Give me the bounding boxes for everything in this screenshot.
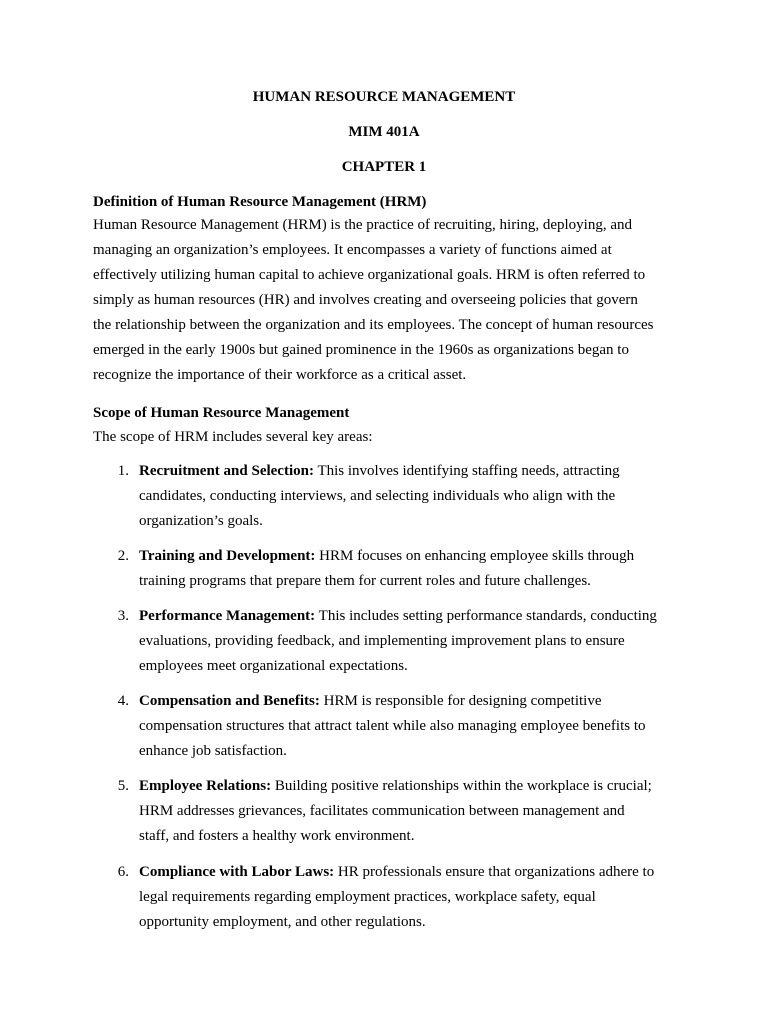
list-item-line	[139, 544, 689, 569]
list-item-term: Compliance with Labor Laws:	[139, 864, 335, 880]
list-item-body	[139, 459, 689, 534]
list-item-term: Performance Management:	[139, 608, 316, 624]
list-item-line	[139, 774, 689, 799]
list-number: 2.	[117, 548, 129, 564]
list-number: 1.	[117, 463, 129, 479]
list-item-line: compensation structures that attract talent while also managing employee benefits to	[139, 718, 646, 734]
list-number: 3.	[117, 608, 129, 624]
list-item-line: evaluations, providing feedback, and implementing improvement plans to ensure	[139, 633, 625, 649]
paragraph-line: simply as human resources (HR) and involves creating and overseeing policies that govern	[93, 292, 638, 308]
scope-heading: Scope of Human Resource Management	[93, 405, 350, 421]
list-item-term: Compensation and Benefits:	[139, 693, 320, 709]
chapter-label: CHAPTER 1	[341, 159, 427, 175]
paragraph-line: recognize the importance of their workforce as a critical asset.	[93, 367, 467, 383]
list-item-text: This involves identifying staffing needs, attracting	[313, 463, 620, 479]
paragraph-line: The scope of HRM includes several key areas:	[93, 429, 373, 445]
list-number: 6.	[117, 864, 129, 880]
list-item-text: HRM focuses on enhancing employee skills through	[315, 548, 635, 564]
list-item-line: organization’s goals.	[139, 513, 263, 529]
paragraph-line: managing an organization’s employees. It encompasses a variety of functions aimed at	[93, 242, 612, 258]
list-item-body	[139, 689, 689, 764]
definition-paragraph	[93, 213, 693, 388]
paragraph-line: emerged in the early 1900s but gained prominence in the 1960s as organizations began to	[93, 342, 629, 358]
list-item-line	[139, 689, 689, 714]
list-item-text: Building positive relationships within the workplace is crucial;	[271, 778, 652, 794]
list-item-body	[139, 604, 689, 679]
list-item-term: Training and Development:	[139, 548, 316, 564]
list-item-line: opportunity employment, and other regulations.	[139, 914, 426, 930]
list-item-body	[139, 544, 689, 594]
document-title: HUMAN RESOURCE MANAGEMENT	[252, 89, 516, 105]
scope-intro-paragraph	[93, 425, 693, 450]
list-item-line	[139, 604, 689, 629]
list-item-line: candidates, conducting interviews, and selecting individuals who align with the	[139, 488, 616, 504]
list-item-text: HR professionals ensure that organizations adhere to	[334, 864, 655, 880]
list-number: 4.	[117, 693, 129, 709]
list-item-line	[139, 860, 689, 885]
paragraph-line: Human Resource Management (HRM) is the practice of recruiting, hiring, deploying, and	[93, 217, 633, 233]
list-item-body	[139, 774, 689, 849]
paragraph-line: effectively utilizing human capital to achieve organizational goals. HRM is often referred to	[93, 267, 646, 283]
paragraph-line: the relationship between the organization and its employees. The concept of human resources	[93, 317, 654, 333]
list-item-term: Recruitment and Selection:	[139, 463, 314, 479]
list-item-text: This includes setting performance standards, conducting	[315, 608, 657, 624]
definition-heading: Definition of Human Resource Management (HRM)	[93, 194, 427, 210]
list-item-body	[139, 860, 689, 935]
list-item-line: employees meet organizational expectations.	[139, 658, 408, 674]
course-code: MIM 401A	[348, 124, 420, 140]
list-item-line: training programs that prepare them for current roles and future challenges.	[139, 573, 591, 589]
list-item-term: Employee Relations:	[139, 778, 272, 794]
list-item-line	[139, 459, 689, 484]
list-item-line: legal requirements regarding employment practices, workplace safety, equal	[139, 889, 596, 905]
list-item-line: enhance job satisfaction.	[139, 743, 287, 759]
list-number: 5.	[117, 778, 129, 794]
list-item-line: staff, and fosters a healthy work environment.	[139, 828, 415, 844]
list-item-text: HRM is responsible for designing competitive	[319, 693, 602, 709]
list-item-line: HRM addresses grievances, facilitates communication between management and	[139, 803, 625, 819]
